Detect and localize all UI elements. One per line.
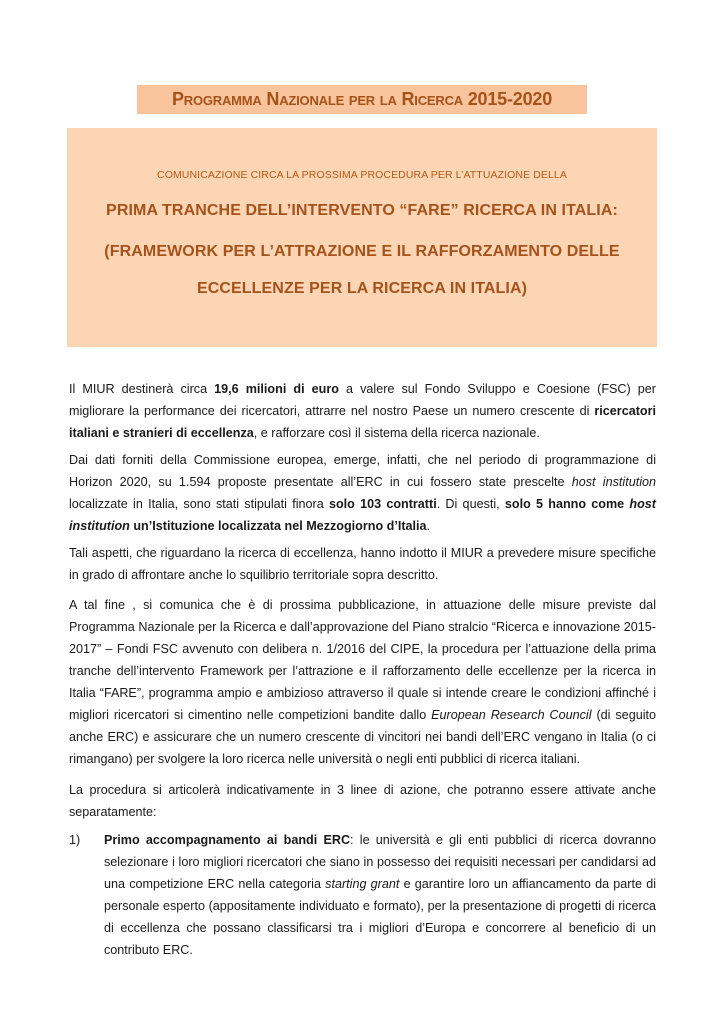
- bold-italic-run: host institution: [69, 497, 656, 533]
- banner-heading-line-1: PRIMA TRANCHE DELL’INTERVENTO “FARE” RICERCA IN ITALIA:: [106, 202, 618, 219]
- bold-run: solo 5 hanno come: [504, 497, 630, 511]
- title-banner: [67, 128, 657, 347]
- text-run: A tal fine , si comunica che è di prossima pubblicazione, in attuazione delle misure previste dal Programma Nazionale per la Ricerca e dall’approvazione del Piano stralcio “Ricerca e innovazione 2015-2017” – Fondi FSC avvenuto con delibera n. 1/2016 del CIPE, la procedura per l’attuazione della prima tranche dell’intervento Framework per l’attrazione e il rafforzamento delle eccellenze per la ricerca in Italia “FARE”, programma ampio e ambizioso attraverso il quale si intende creare le condizioni affinché i migliori ricercatori si cimentino nelle competizioni bandite dallo: [69, 598, 656, 722]
- text-run: .: [426, 519, 431, 533]
- bold-run: ricercatori italiani e stranieri di eccellenza: [69, 404, 656, 440]
- banner-heading-line-2: (FRAMEWORK PER L’ATTRAZIONE E IL RAFFORZAMENTO DELLE: [104, 243, 620, 260]
- text-run: a valere sul Fondo Sviluppo e Coesione (FSC) per migliorare la performance dei ricercatori, attrarre nel nostro Paese un numero crescente di: [69, 382, 656, 418]
- italic-run: host institution: [571, 475, 656, 489]
- paragraph-action-lines: La procedura si articolerà indicativamente in 3 linee di azione, che potranno essere attivate anche separatamente:: [69, 783, 656, 819]
- text-run: Il MIUR destinerà circa: [69, 382, 215, 396]
- paragraph-territorial: Tali aspetti, che riguardano la ricerca di eccellenza, hanno indotto il MIUR a prevedere misure specifiche in grado di affrontare anche lo squilibrio territoriale sopra descritto.: [69, 546, 656, 582]
- text-run: localizzate in Italia, sono stati stipulati finora: [69, 497, 329, 511]
- paragraph-funding: [69, 378, 656, 444]
- italic-run: starting grant: [325, 877, 400, 891]
- document-title: Programma Nazionale per la Ricerca 2015-2020: [137, 85, 587, 114]
- italic-run: European Research Council: [431, 708, 592, 722]
- text-run: (di seguito anche ERC) e assicurare che un numero crescente di vincitori nei bandi dell’ERC vengano in Italia (o ci rimangano) per svolgere la loro ricerca nelle università o negli enti pubblici di ricerca italiani.: [69, 708, 656, 766]
- paragraph-procedure: [69, 594, 656, 770]
- text-run: Dai dati forniti della Commissione europea, emerge, infatti, che nel periodo di programmazione di Horizon 2020, su 1.594 proposte presentate all’ERC in cui fossero state prescelte: [69, 453, 656, 489]
- bold-run: 19,6 milioni di euro: [214, 382, 339, 396]
- list-item-text: [104, 829, 656, 961]
- text-run: : le università e gli enti pubblici di ricerca dovranno selezionare i loro migliori ricercatori che siano in possesso dei requisiti necessari per candidarsi ad una competizione ERC nella categoria: [104, 833, 656, 891]
- banner-heading-line-3: ECCELLENZE PER LA RICERCA IN ITALIA): [196, 280, 528, 297]
- paragraph-erc-data: [69, 449, 656, 537]
- text-run: e garantire loro un affiancamento da parte di personale esperto (appositamente individuato e formato), per la presentazione di progetti di ricerca di eccellenza che possano classificarsi tra i migliori d’Europa e concorrere al beneficio di un contributo ERC.: [104, 877, 656, 957]
- banner-subtitle: COMUNICAZIONE CIRCA LA PROSSIMA PROCEDURA PER L’ATTUAZIONE DELLA: [157, 169, 567, 181]
- bold-run: solo 103 contratti: [328, 497, 437, 511]
- bold-run: Primo accompagnamento ai bandi ERC: [104, 833, 351, 847]
- bold-run: un’Istituzione localizzata nel Mezzogiorno d’Italia: [129, 519, 427, 533]
- list-item-number: 1): [69, 833, 81, 847]
- text-run: . Di questi,: [436, 497, 505, 511]
- text-run: , e rafforzare così il sistema della ricerca nazionale.: [253, 426, 540, 440]
